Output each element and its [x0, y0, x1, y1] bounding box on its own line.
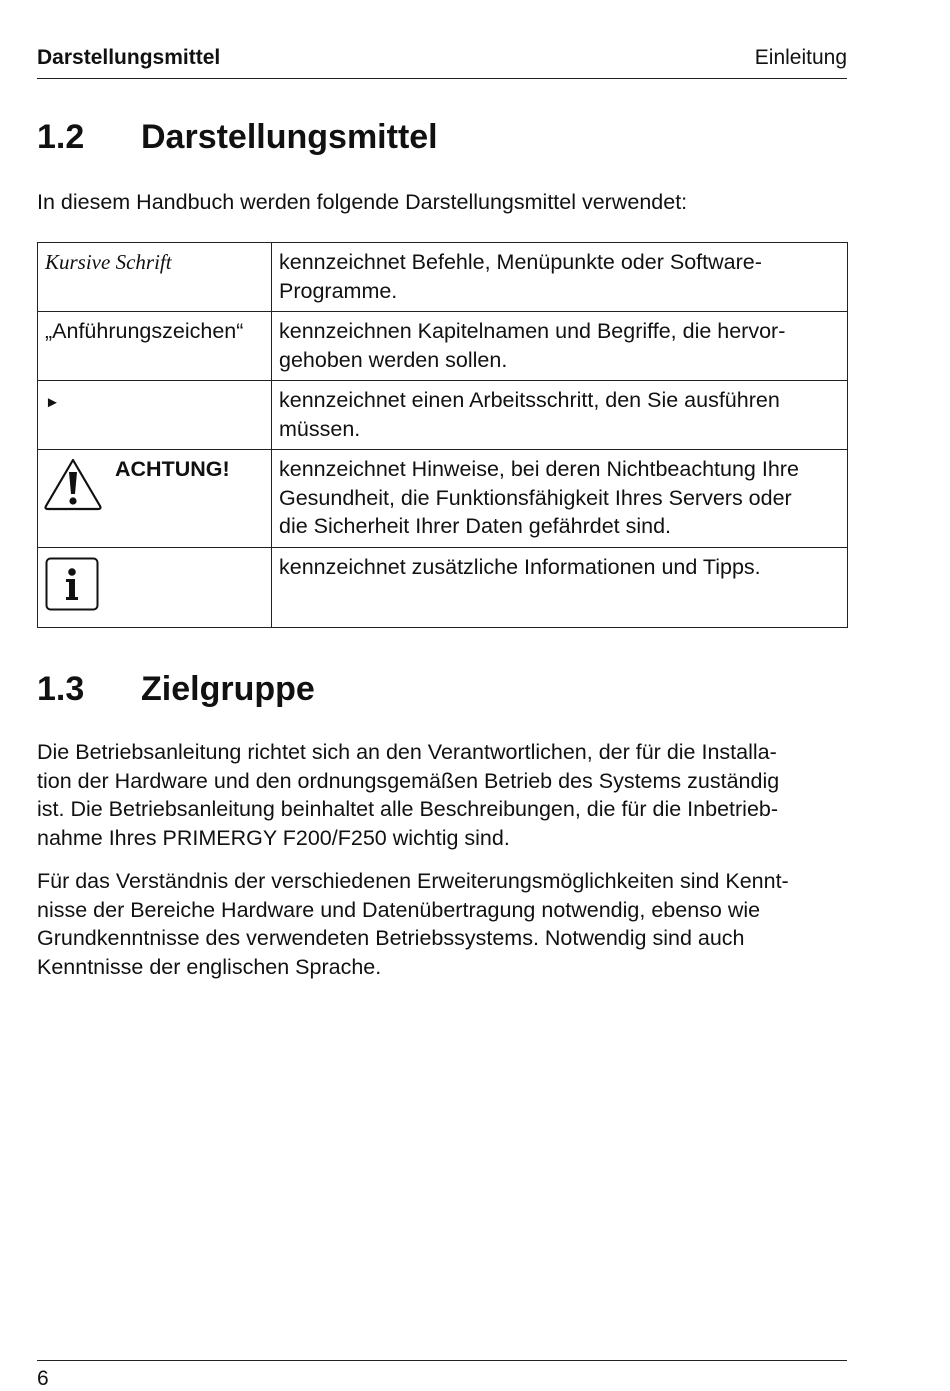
- section-title: Darstellungsmittel: [141, 118, 438, 156]
- step-arrow-icon: ►: [45, 394, 60, 411]
- table-row: [38, 547, 848, 627]
- description-line: die Sicherheit Ihrer Daten gefährdet sind.: [279, 514, 672, 538]
- description-line: kennzeichnet einen Arbeitsschritt, den Sie ausführen: [279, 388, 780, 412]
- paragraph-line: Für das Verständnis der verschiedenen Erweiterungsmöglichkeiten sind Kennt-: [37, 869, 789, 893]
- header-chapter-section: Darstellungsmittel: [37, 46, 221, 69]
- header-chapter-title: Einleitung: [754, 46, 847, 69]
- manual-page: [37, 0, 847, 1388]
- description-line: Programme.: [279, 278, 398, 303]
- description-line: kennzeichnet zusätzliche Informationen und Tipps.: [279, 554, 761, 579]
- page-number: 6: [37, 1367, 49, 1390]
- target-group-paragraph-1: [37, 738, 849, 852]
- target-group-paragraph-2: [37, 867, 849, 981]
- term-cell: [38, 312, 272, 381]
- term-quotes: „Anführungszeichen“: [45, 319, 244, 343]
- description-line: kennzeichnet Befehle, Menüpunkte oder Software-: [279, 250, 762, 274]
- paragraph-line: tion der Hardware und den ordnungsgemäßen Betrieb des Systems zuständig: [37, 768, 780, 793]
- paragraph-line: Die Betriebsanleitung richtet sich an den Verantwortlichen, der für die Installa-: [37, 740, 777, 764]
- term-cell: [38, 450, 272, 548]
- term-italic: Kursive Schrift: [45, 250, 172, 274]
- description-line: Gesundheit, die Funktionsfähigkeit Ihres Servers oder: [279, 485, 792, 510]
- paragraph-line: nisse der Bereiche Hardware und Datenübertragung notwendig, ebenso wie: [37, 897, 761, 922]
- description-line: gehoben werden sollen.: [279, 347, 508, 372]
- section-number: 1.3: [37, 670, 85, 708]
- description-line: kennzeichnet Hinweise, bei deren Nichtbeachtung Ihre: [279, 457, 799, 481]
- term-cell: [38, 243, 272, 312]
- info-icon: [45, 557, 99, 611]
- description-line: müssen.: [279, 416, 361, 441]
- conventions-table: [37, 242, 848, 628]
- term-cell: [38, 547, 272, 627]
- running-header: [37, 44, 847, 79]
- table-row: [38, 450, 848, 548]
- paragraph-line: Grundkenntnisse des verwendeten Betriebssystems. Notwendig sind auch: [37, 926, 745, 950]
- paragraph-line: nahme Ihres PRIMERGY F200/F250 wichtig sind.: [37, 825, 510, 850]
- description-line: kennzeichnen Kapitelnamen und Begriffe, die hervor-: [279, 319, 786, 343]
- description-cell: [272, 450, 848, 548]
- warning-triangle-icon: [42, 456, 104, 512]
- intro-text: In diesem Handbuch werden folgende Darstellungsmittel verwendet:: [37, 190, 688, 214]
- section-title: Zielgruppe: [141, 670, 315, 708]
- description-cell: [272, 547, 848, 627]
- description-cell: [272, 243, 848, 312]
- term-cell: [38, 381, 272, 450]
- table-row: [38, 243, 848, 312]
- paragraph-line: Kenntnisse der englischen Sprache.: [37, 954, 382, 979]
- table-row: [38, 312, 848, 381]
- description-cell: [272, 312, 848, 381]
- table-row: [38, 381, 848, 450]
- paragraph-line: ist. Die Betriebsanleitung beinhaltet alle Beschreibungen, die für die Inbetrieb-: [37, 797, 779, 821]
- section-number: 1.2: [37, 118, 85, 156]
- description-cell: [272, 381, 848, 450]
- warning-label: ACHTUNG!: [115, 457, 230, 481]
- running-footer: [37, 1360, 847, 1390]
